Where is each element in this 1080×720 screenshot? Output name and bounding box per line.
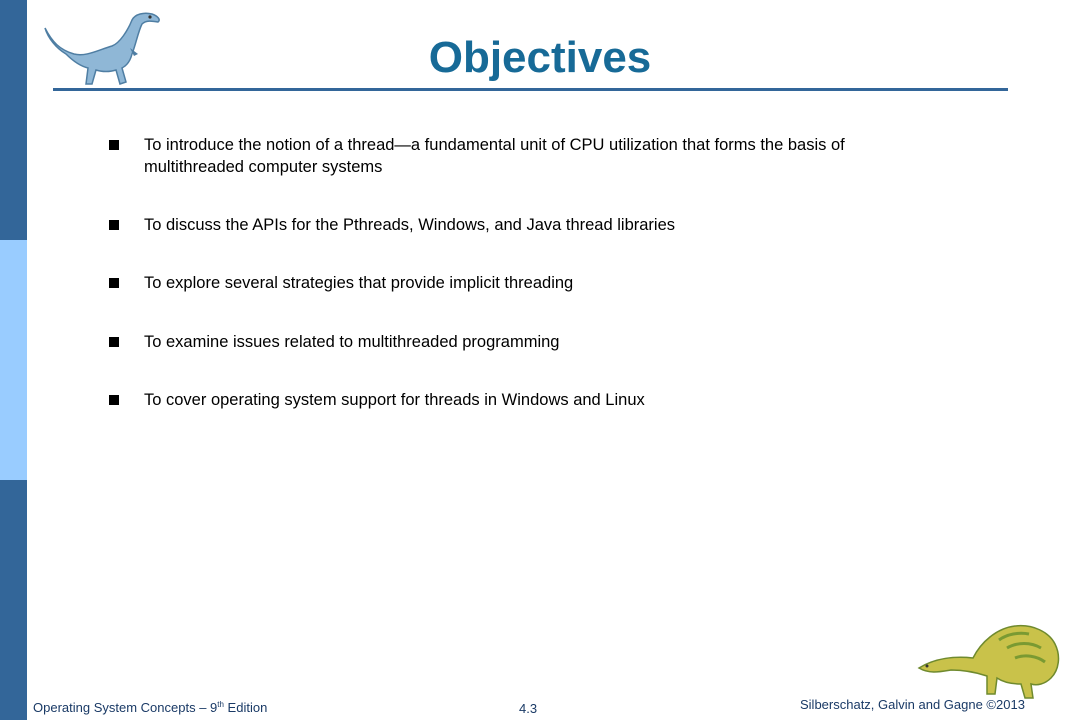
square-bullet-icon (109, 220, 119, 230)
list-item (108, 214, 948, 236)
footer-page-number: 4.3 (519, 701, 538, 716)
footer-copyright: Silberschatz, Galvin and Gagne ©2013 (800, 697, 1025, 712)
list-item (108, 389, 948, 411)
bullet-text: To explore several strategies that provide implicit threading (144, 274, 574, 292)
bullet-text: To introduce the notion of a thread—a fundamental unit of CPU utilization that forms the basis of multithreaded computer systems (144, 136, 845, 176)
objectives-list (108, 134, 948, 411)
square-bullet-icon (109, 140, 119, 150)
left-sidebar-highlight (0, 240, 27, 480)
bullet-text: To discuss the APIs for the Pthreads, Windows, and Java thread libraries (144, 216, 676, 234)
title-underline (53, 88, 1008, 91)
list-item (108, 272, 948, 294)
square-bullet-icon (109, 337, 119, 347)
list-item (108, 331, 948, 353)
bullet-text: To cover operating system support for threads in Windows and Linux (144, 391, 645, 409)
square-bullet-icon (109, 278, 119, 288)
bullet-text: To examine issues related to multithreaded programming (144, 333, 560, 351)
square-bullet-icon (109, 395, 119, 405)
list-item (108, 134, 948, 178)
slide-title: Objectives (428, 33, 652, 82)
dinosaur-footer-icon (915, 618, 1065, 700)
footer-book-title: Operating System Concepts – 9th Edition (33, 700, 268, 715)
